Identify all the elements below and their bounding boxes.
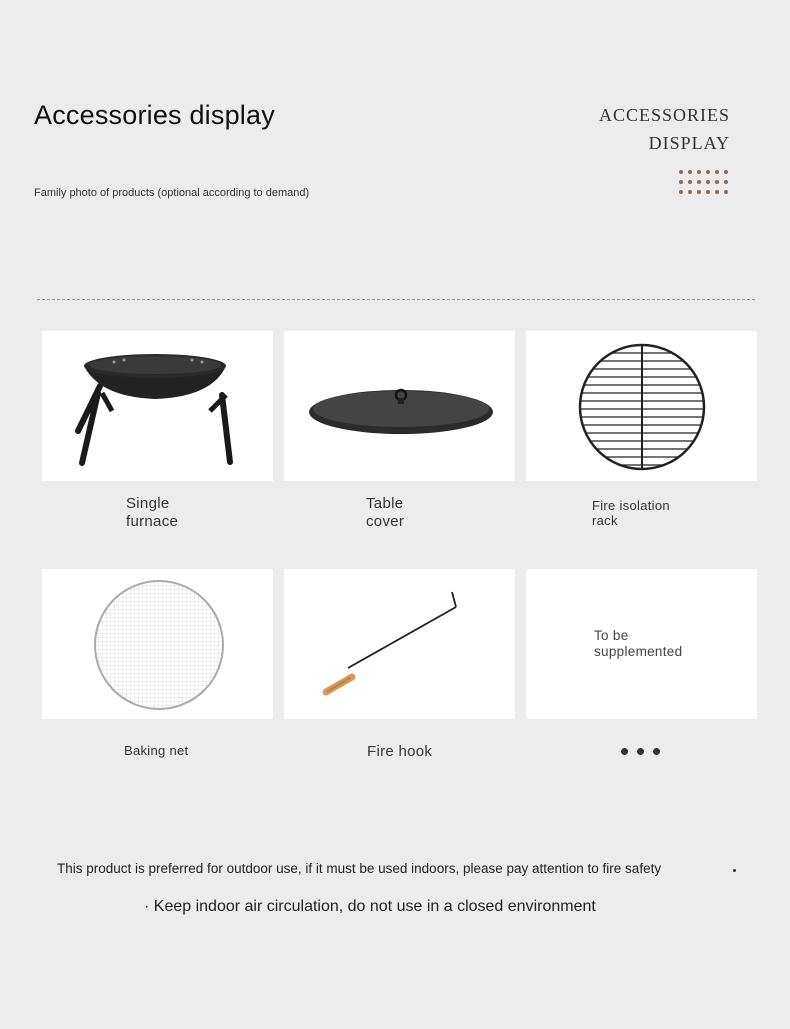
baking-net-icon — [42, 569, 273, 719]
label-line: To be — [594, 628, 629, 643]
dashed-divider — [37, 299, 755, 300]
serif-heading — [530, 101, 730, 157]
label-baking-net: Baking net — [124, 743, 189, 758]
label-table-cover — [366, 495, 404, 531]
fire-hook-icon — [284, 569, 515, 719]
serif-heading-line2: DISPLAY — [648, 133, 730, 153]
label-single-furnace — [126, 495, 178, 531]
label-line: rack — [592, 513, 618, 528]
label-line: Table — [366, 495, 404, 512]
serif-heading-line1: ACCESSORIES — [598, 105, 730, 125]
fire-pit-icon — [42, 331, 273, 481]
product-card-baking-net — [42, 569, 273, 719]
label-line: cover — [366, 513, 405, 530]
label-line: Fire isolation — [592, 498, 670, 513]
label-line: Single — [126, 495, 170, 512]
page-title: Accessories display — [34, 100, 275, 130]
page-subtitle: Family photo of products (optional according to demand) — [34, 187, 310, 199]
product-card-fire-isolation-rack — [526, 331, 757, 481]
grill-rack-icon — [526, 331, 757, 481]
label-fire-hook: Fire hook — [367, 743, 433, 760]
more-dots-icon — [621, 748, 660, 755]
product-card-fire-hook — [284, 569, 515, 719]
bullet-dot-icon — [733, 869, 736, 872]
label-fire-isolation-rack — [592, 498, 670, 528]
label-line: furnace — [126, 513, 179, 530]
decorative-dots-icon — [679, 170, 728, 194]
product-card-single-furnace — [42, 331, 273, 481]
product-card-table-cover — [284, 331, 515, 481]
label-line: supplemented — [594, 644, 683, 659]
placeholder-text — [594, 628, 682, 660]
table-cover-icon — [284, 331, 515, 481]
ventilation-note: · Keep indoor air circulation, do not use in a closed environment — [144, 898, 596, 915]
safety-note: This product is preferred for outdoor use, if it must be used indoors, please pay attention to fire safety — [57, 861, 662, 876]
